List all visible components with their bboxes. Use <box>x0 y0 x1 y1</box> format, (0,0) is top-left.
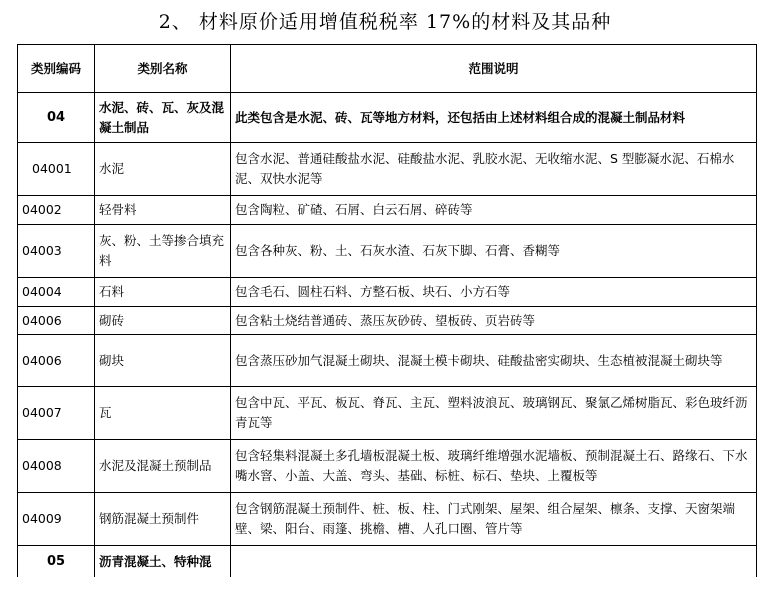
category-name: 灰、粉、土等掺合填充料 <box>95 225 231 278</box>
category-code: 04004 <box>18 278 95 307</box>
table-row <box>18 546 757 578</box>
table-row <box>18 225 757 278</box>
category-name: 沥青混凝土、特种混 <box>95 546 231 578</box>
table-row <box>18 307 757 335</box>
category-name: 砌块 <box>95 335 231 387</box>
category-name: 水泥 <box>95 143 231 196</box>
range-description: 包含各种灰、粉、土、石灰水渣、石灰下脚、石膏、香糊等 <box>231 225 757 278</box>
category-name: 砌砖 <box>95 307 231 335</box>
table-row <box>18 335 757 387</box>
category-code: 04009 <box>18 493 95 546</box>
category-code: 04006 <box>18 335 95 387</box>
category-name: 水泥及混凝土预制品 <box>95 440 231 493</box>
category-code: 04008 <box>18 440 95 493</box>
category-code: 04002 <box>18 196 95 225</box>
range-description: 包含毛石、圆柱石料、方整石板、块石、小方石等 <box>231 278 757 307</box>
range-description: 包含轻集料混凝土多孔墙板混凝土板、玻璃纤维增强水泥墙板、预制混凝土石、路缘石、下水嘴水窨、小盖、大盖、弯头、基础、标桩、标石、垫块、上覆板等 <box>231 440 757 493</box>
table-header-row <box>18 45 757 93</box>
range-description <box>231 546 757 578</box>
table-row <box>18 143 757 196</box>
range-description: 此类包含是水泥、砖、瓦等地方材料，还包括由上述材料组合成的混凝土制品材料 <box>231 93 757 143</box>
range-description: 包含中瓦、平瓦、板瓦、脊瓦、主瓦、塑料波浪瓦、玻璃钢瓦、聚氯乙烯树脂瓦、彩色玻纤沥青瓦等 <box>231 387 757 440</box>
document-title: 2、 材料原价适用增值税税率 17%的材料及其品种 <box>158 11 612 33</box>
range-description: 包含水泥、普通硅酸盐水泥、硅酸盐水泥、乳胶水泥、无收缩水泥、S 型膨凝水泥、石棉水泥、双快水泥等 <box>231 143 757 196</box>
category-name: 瓦 <box>95 387 231 440</box>
category-code: 04007 <box>18 387 95 440</box>
table-row <box>18 196 757 225</box>
table-row <box>18 93 757 143</box>
table-row <box>18 387 757 440</box>
header-category-name: 类别名称 <box>95 45 231 93</box>
table-row <box>18 278 757 307</box>
header-category-code: 类别编码 <box>18 45 95 93</box>
category-name: 钢筋混凝土预制件 <box>95 493 231 546</box>
range-description: 包含粘土烧结普通砖、蒸压灰砂砖、望板砖、页岩砖等 <box>231 307 757 335</box>
category-name: 石料 <box>95 278 231 307</box>
tax-rate-material-table <box>17 44 757 577</box>
range-description: 包含陶粒、矿碴、石屑、白云石屑、碎砖等 <box>231 196 757 225</box>
category-name: 轻骨料 <box>95 196 231 225</box>
category-code: 04003 <box>18 225 95 278</box>
category-code: 05 <box>18 546 95 578</box>
category-code: 04001 <box>18 143 95 196</box>
range-description: 包含蒸压砂加气混凝土砌块、混凝土模卡砌块、硅酸盐密实砌块、生态植被混凝土砌块等 <box>231 335 757 387</box>
header-range-description: 范围说明 <box>231 45 757 93</box>
range-description: 包含钢筋混凝土预制件、桩、板、柱、门式刚架、屋架、组合屋架、檩条、支撑、天窗架端壁、梁、阳台、雨篷、挑檐、槽、人孔口圈、管片等 <box>231 493 757 546</box>
table-row <box>18 440 757 493</box>
category-code: 04006 <box>18 307 95 335</box>
category-name: 水泥、砖、瓦、灰及混凝土制品 <box>95 93 231 143</box>
table-row <box>18 493 757 546</box>
category-code: 04 <box>18 93 95 143</box>
